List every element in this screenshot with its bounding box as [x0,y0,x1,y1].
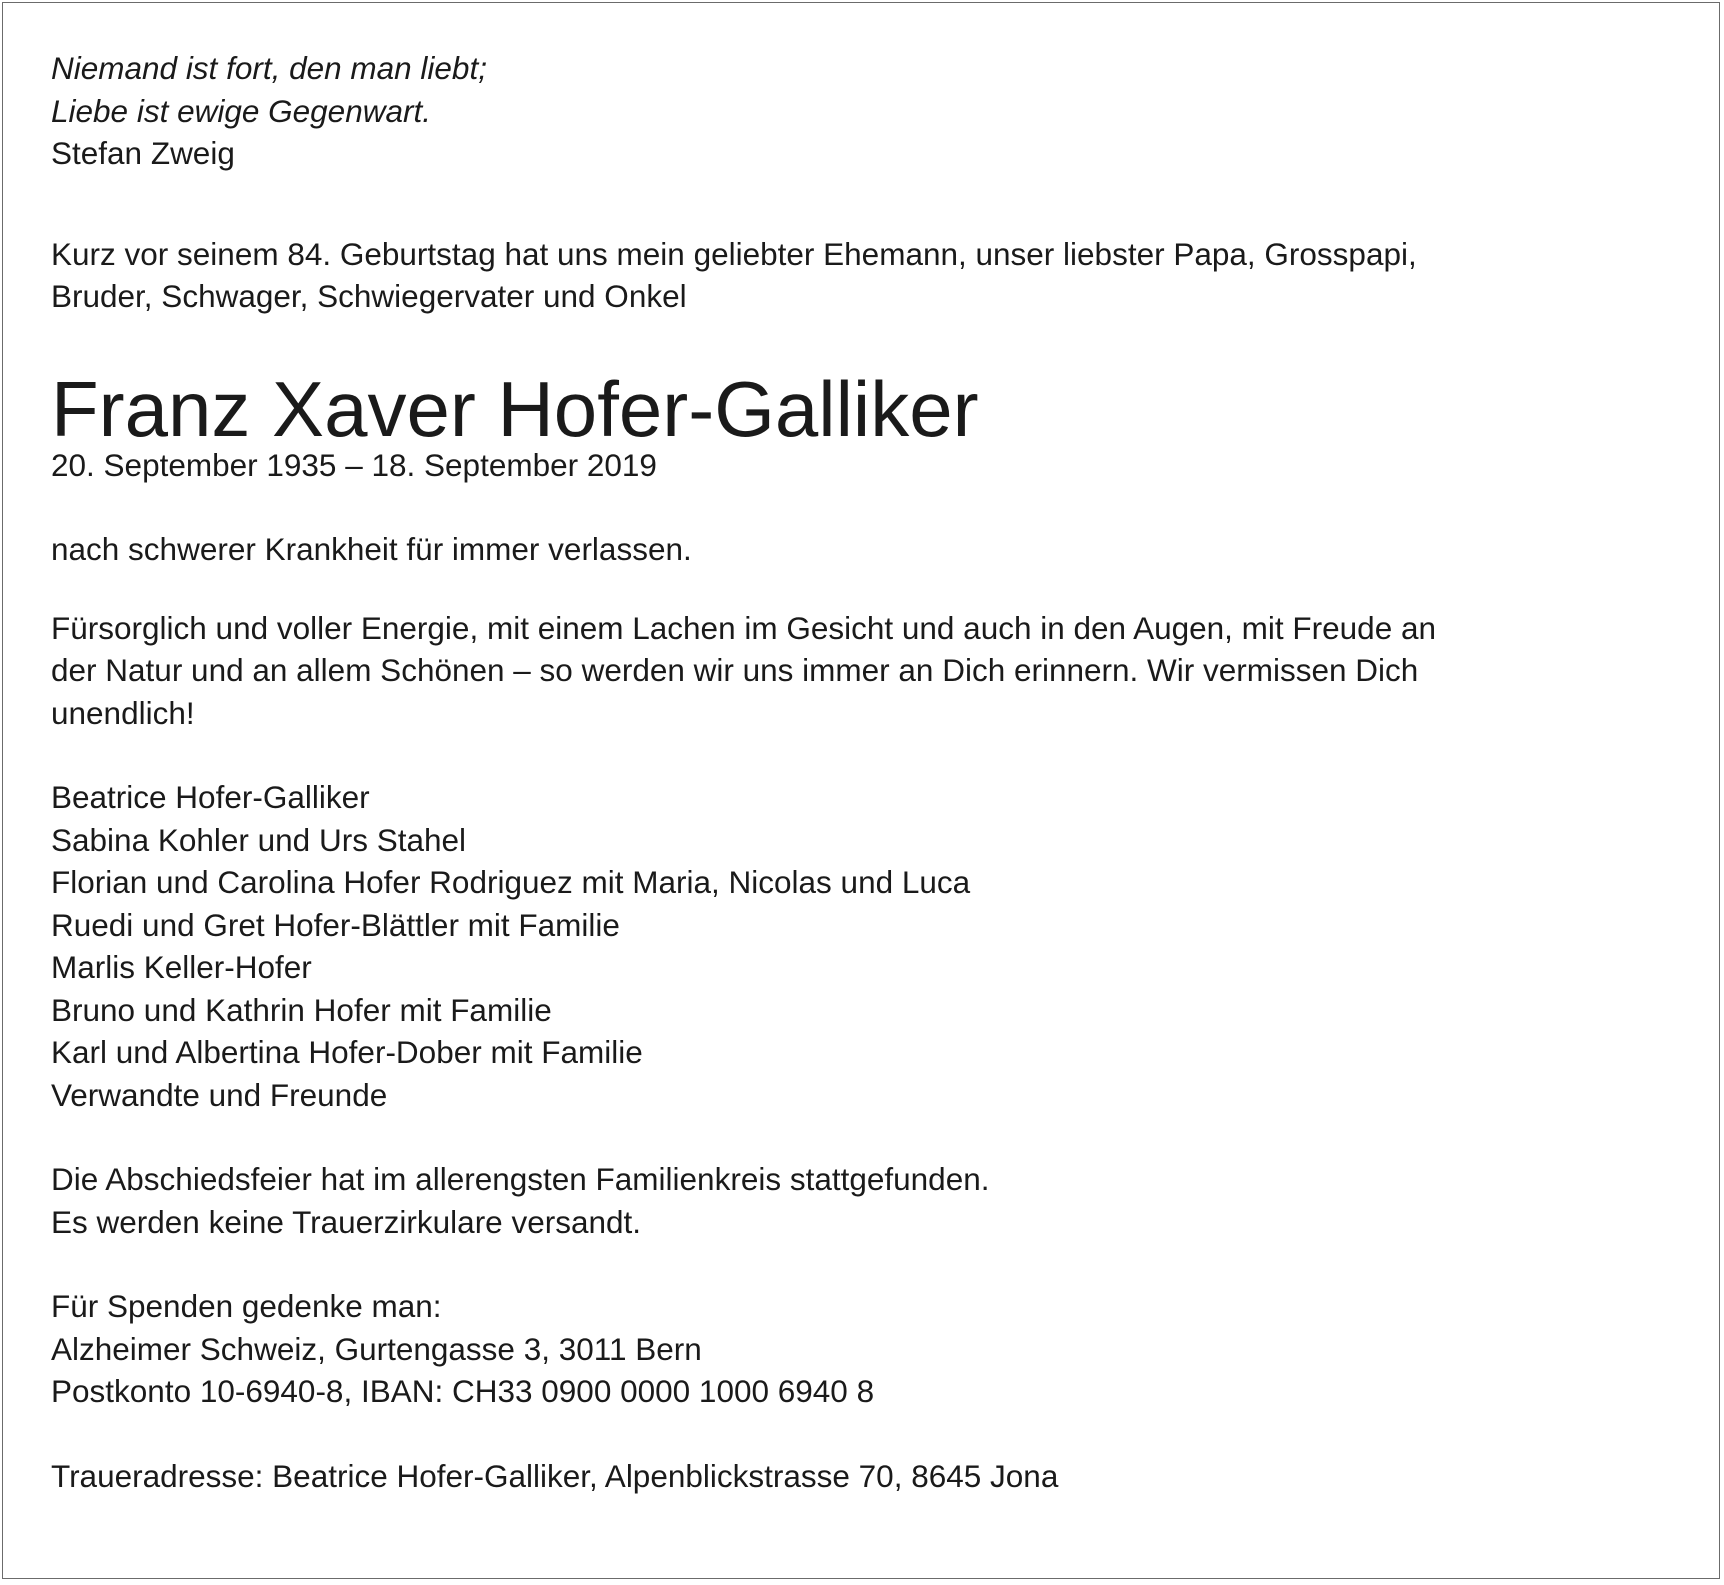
quote-author: Stefan Zweig [51,135,235,171]
epigraph-quote [51,47,1681,175]
donation-heading: Für Spenden gedenke man: [51,1288,442,1324]
intro-paragraph [51,233,1681,318]
mourner-item: Florian und Carolina Hofer Rodriguez mit Maria, Nicolas und Luca [51,864,971,900]
mourner-item: Beatrice Hofer-Galliker [51,779,370,815]
mourner-item: Ruedi und Gret Hofer-Blättler mit Familie [51,906,620,943]
memorial-message [51,607,1681,735]
donation-account: Postkonto 10-6940-8, IBAN: CH33 0900 0000 1000 6940 8 [51,1373,875,1409]
quote-line-2: Liebe ist ewige Gegenwart. [51,92,431,129]
mourner-item: Marlis Keller-Hofer [51,949,312,985]
quote-line-1: Niemand ist fort, den man liebt; [51,50,487,86]
farewell-line [51,528,1681,571]
obituary-content [51,47,1681,1497]
deceased-name: Franz Xaver Hofer-Galliker [51,364,979,453]
farewell-text: nach schwerer Krankheit für immer verlassen. [51,531,692,567]
mourner-item: Sabina Kohler und Urs Stahel [51,821,467,858]
ceremony-info [51,1158,1681,1243]
donation-organization: Alzheimer Schweiz, Gurtengasse 3, 3011 Bern [51,1330,702,1367]
mourner-item: Karl und Albertina Hofer-Dober mit Familie [51,1034,643,1070]
intro-line-1: Kurz vor seinem 84. Geburtstag hat uns mein geliebter Ehemann, unser liebster Papa, Grosspapi, [51,235,1417,272]
life-dates: 20. September 1935 – 18. September 2019 [51,446,657,483]
mourners-list [51,776,1681,1116]
donation-info [51,1285,1681,1413]
mourning-address-block [51,1455,1681,1498]
mourner-item: Bruno und Kathrin Hofer mit Familie [51,991,552,1028]
obituary-notice [2,2,1720,1579]
message-line-3: unendlich! [51,694,195,731]
ceremony-line-2: Es werden keine Trauerzirkulare versandt. [51,1203,642,1240]
mourner-item: Verwandte und Freunde [51,1076,388,1113]
ceremony-line-1: Die Abschiedsfeier hat im allerengsten Familienkreis stattgefunden. [51,1161,990,1197]
intro-line-2: Bruder, Schwager, Schwiegervater und Onkel [51,278,687,314]
mourning-address: Traueradresse: Beatrice Hofer-Galliker, Alpenblickstrasse 70, 8645 Jona [51,1457,1059,1494]
message-line-2: der Natur und an allem Schönen – so werden wir uns immer an Dich erinnern. Wir vermissen Dich [51,652,1419,688]
message-line-1: Fürsorglich und voller Energie, mit einem Lachen im Gesicht und auch in den Augen, mit Freude an [51,609,1437,646]
